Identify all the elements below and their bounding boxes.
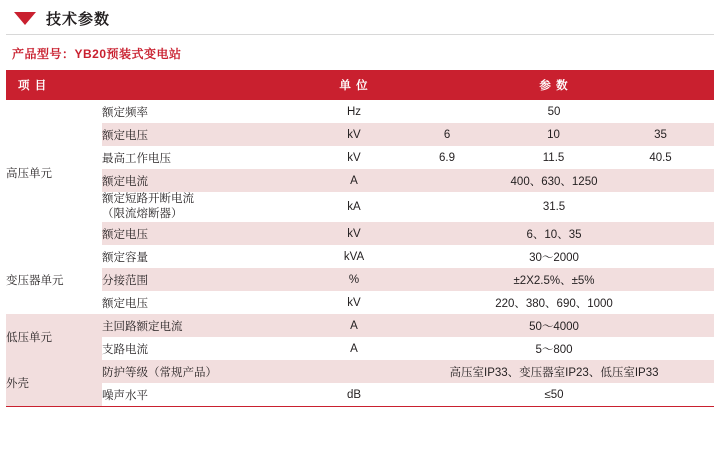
item-cell: 额定电压	[102, 291, 314, 314]
unit-cell: A	[314, 337, 394, 360]
item-cell: 额定电流	[102, 169, 314, 192]
product-model-label: 产品型号：YB20预装式变电站	[12, 47, 182, 61]
item-cell: 额定电压	[102, 123, 314, 146]
table-row	[6, 146, 714, 169]
item-cell-line1: 额定短路开断电流	[102, 193, 194, 205]
param-cell: 220、380、690、1000	[394, 291, 714, 314]
unit-cell: kV	[314, 123, 394, 146]
column-header-unit: 单 位	[314, 70, 394, 100]
column-header-param: 参 数	[394, 70, 714, 100]
table-row	[6, 268, 714, 291]
item-cell: 额定频率	[102, 100, 314, 123]
unit-cell: kV	[314, 146, 394, 169]
param-cell: 50～4000	[394, 314, 714, 337]
item-cell: 分接范围	[102, 268, 314, 291]
item-cell	[102, 192, 314, 222]
param-cell: 6	[394, 123, 500, 146]
item-cell: 噪声水平	[102, 383, 314, 406]
unit-cell: kVA	[314, 245, 394, 268]
page-title: 技术参数	[46, 10, 111, 28]
table-row	[6, 383, 714, 406]
category-cell: 低压单元	[6, 314, 102, 360]
unit-cell: dB	[314, 383, 394, 406]
param-cell: ±2X2.5%、±5%	[394, 268, 714, 291]
unit-cell	[314, 360, 394, 383]
unit-cell: kV	[314, 222, 394, 245]
column-header-item: 项 目	[6, 70, 314, 100]
triangle-down-icon	[14, 12, 36, 25]
item-cell: 支路电流	[102, 337, 314, 360]
category-cell: 高压单元	[6, 100, 102, 245]
unit-cell: kV	[314, 291, 394, 314]
unit-cell: %	[314, 268, 394, 291]
param-cell: 11.5	[500, 146, 607, 169]
param-cell: 40.5	[607, 146, 714, 169]
item-cell: 最高工作电压	[102, 146, 314, 169]
item-cell-line2: （限流熔断器）	[102, 208, 183, 220]
table-row	[6, 245, 714, 268]
item-cell: 额定电压	[102, 222, 314, 245]
param-cell: ≤50	[394, 383, 714, 406]
unit-cell: kA	[314, 192, 394, 222]
item-cell: 防护等级（常规产品）	[102, 360, 314, 383]
item-cell: 主回路额定电流	[102, 314, 314, 337]
unit-cell: Hz	[314, 100, 394, 123]
unit-cell: A	[314, 314, 394, 337]
table-bottom-rule	[6, 406, 714, 407]
param-cell: 50	[394, 100, 714, 123]
table-row	[6, 337, 714, 360]
table-row	[6, 360, 714, 383]
param-cell: 高压室IP33、变压器室IP23、低压室IP33	[394, 360, 714, 383]
table-body	[6, 100, 714, 406]
table-header	[6, 70, 714, 100]
param-cell: 10	[500, 123, 607, 146]
param-cell: 5～800	[394, 337, 714, 360]
table-row	[6, 291, 714, 314]
param-cell: 31.5	[394, 192, 714, 222]
table-row	[6, 314, 714, 337]
param-cell: 35	[607, 123, 714, 146]
param-cell: 6.9	[394, 146, 500, 169]
param-cell: 400、630、1250	[394, 169, 714, 192]
table-row	[6, 192, 714, 222]
category-cell: 变压器单元	[6, 245, 102, 314]
category-cell: 外壳	[6, 360, 102, 406]
table-row	[6, 222, 714, 245]
table-row	[6, 100, 714, 123]
spec-table	[6, 70, 714, 406]
unit-cell: A	[314, 169, 394, 192]
param-cell: 30～2000	[394, 245, 714, 268]
page-header	[0, 0, 720, 32]
param-cell: 6、10、35	[394, 222, 714, 245]
table-row	[6, 123, 714, 146]
table-row	[6, 169, 714, 192]
item-cell: 额定容量	[102, 245, 314, 268]
